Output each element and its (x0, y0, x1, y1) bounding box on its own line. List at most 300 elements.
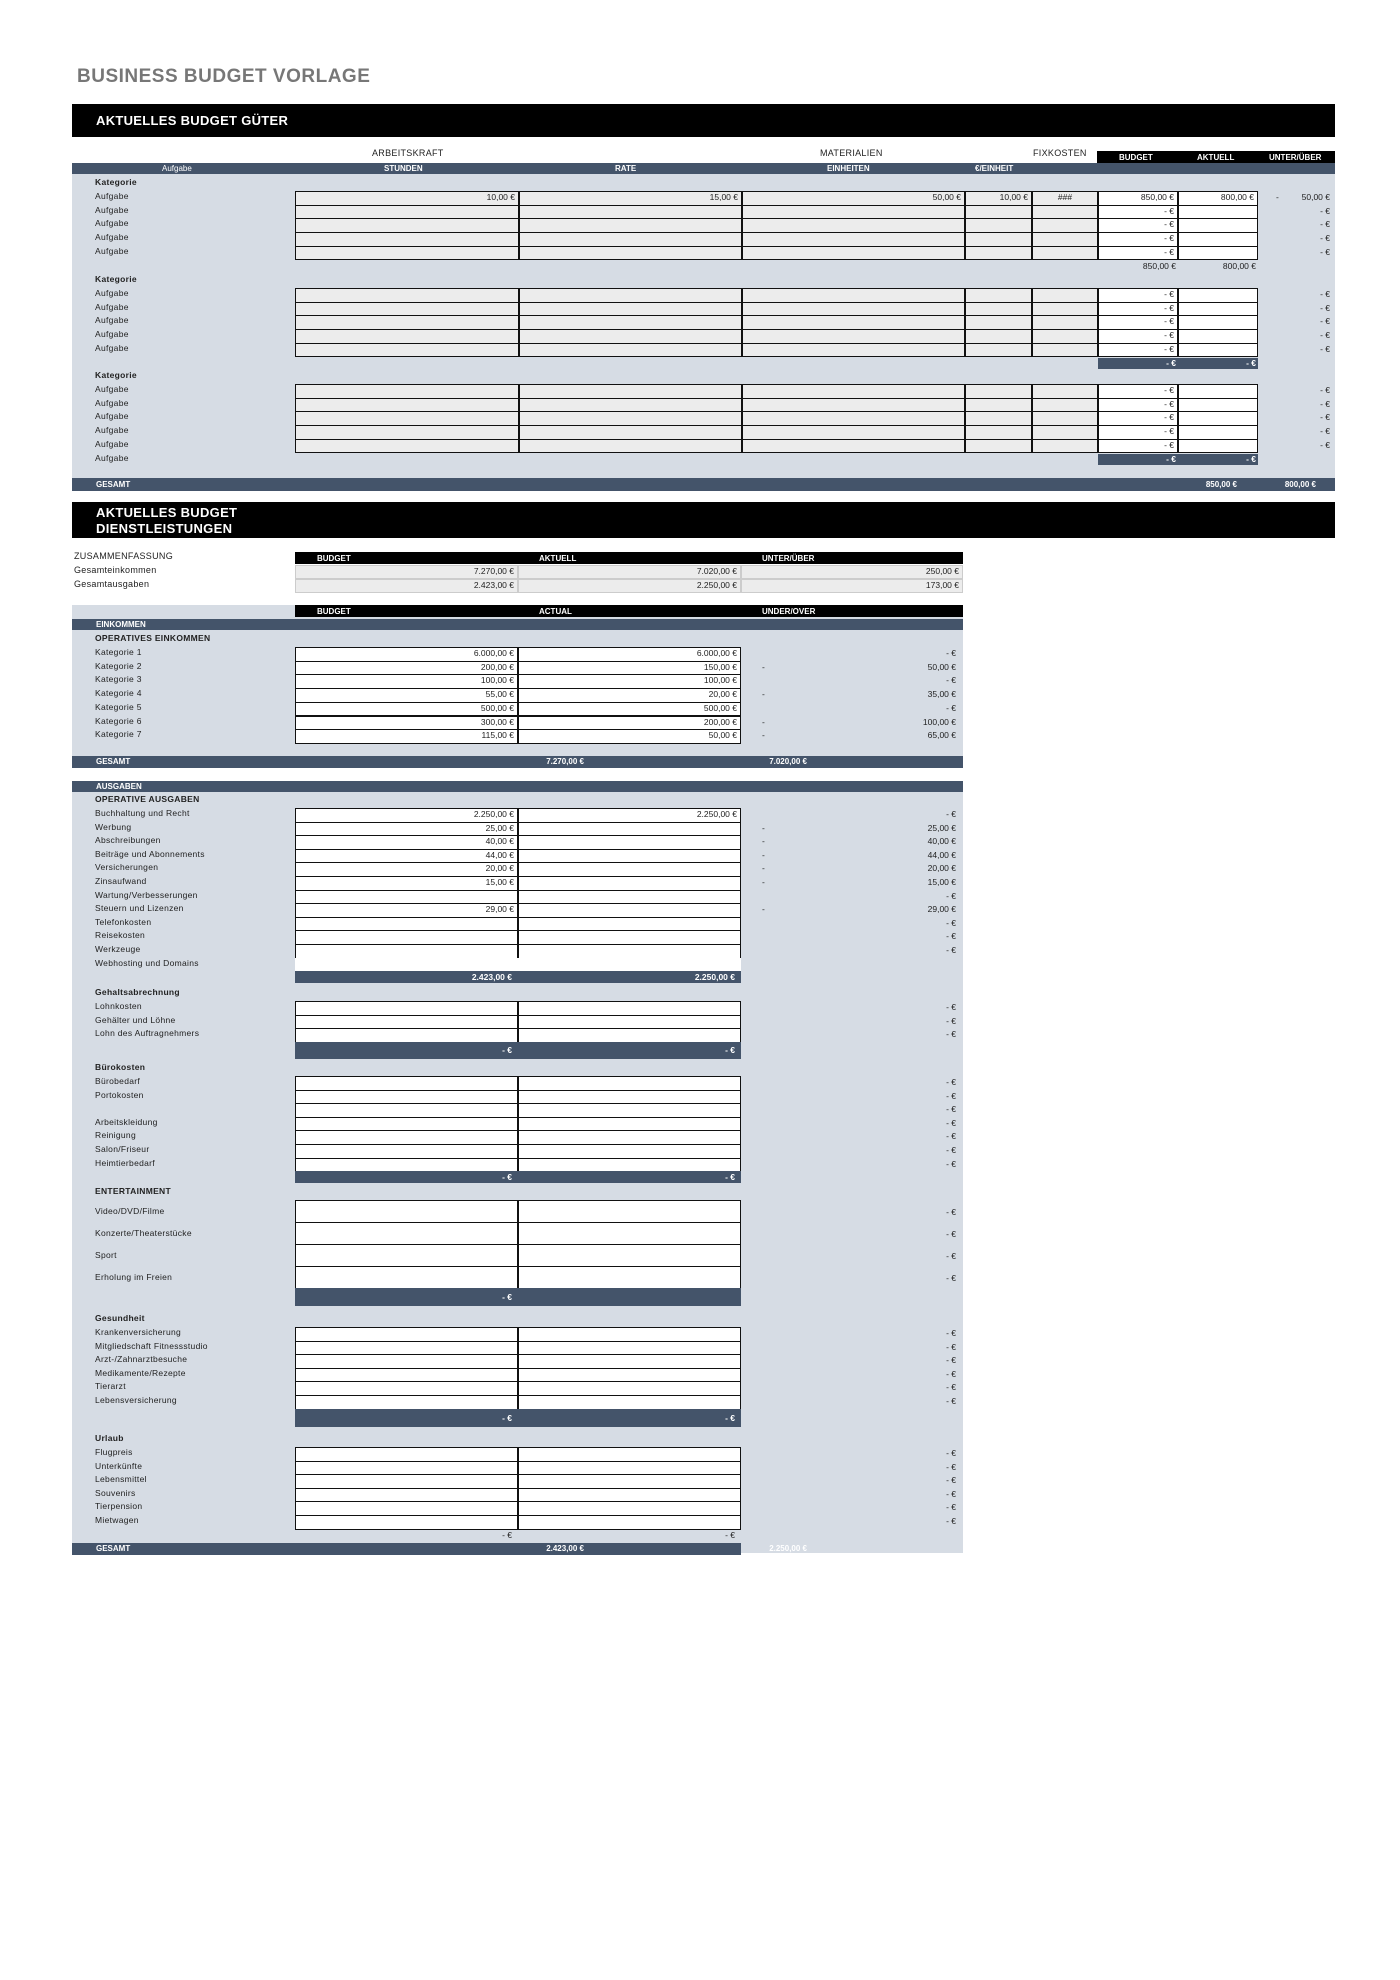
expense-actual[interactable] (518, 1368, 741, 1383)
income-budget[interactable]: 100,00 € (295, 674, 518, 689)
rate-cell[interactable] (519, 205, 742, 220)
expense-actual[interactable] (518, 1015, 741, 1030)
income-actual[interactable]: 200,00 € (518, 716, 741, 731)
expense-budget[interactable]: 44,00 € (295, 849, 518, 864)
rate-cell[interactable] (519, 384, 742, 399)
expense-actual[interactable] (518, 1327, 741, 1342)
income-budget[interactable]: 300,00 € (295, 716, 518, 731)
summary-header (295, 552, 963, 564)
summary-actual: 7.020,00 € (518, 565, 741, 579)
expense-actual[interactable] (518, 1461, 741, 1476)
goods-heading-bar (72, 104, 1335, 137)
units-cell[interactable] (742, 425, 965, 440)
expense-actual[interactable] (518, 1200, 741, 1223)
expense-budget[interactable]: 29,00 € (295, 903, 518, 918)
expense-budget[interactable] (295, 1266, 518, 1289)
fixed-cell[interactable] (1032, 329, 1098, 344)
budget-cell[interactable]: - € (1098, 384, 1178, 399)
expense-budget[interactable] (295, 1200, 518, 1223)
rate-cell[interactable] (519, 425, 742, 440)
fixed-cell[interactable] (1032, 439, 1098, 454)
expense-actual[interactable] (518, 1222, 741, 1245)
expense-actual[interactable] (518, 1028, 741, 1043)
expenses-label: AUSGABEN (96, 782, 142, 791)
subtotal-budget: - € (1166, 357, 1176, 368)
expense-diff-sign: - (762, 877, 765, 887)
summary-actual: 2.250,00 € (518, 579, 741, 593)
income-actual[interactable]: 500,00 € (518, 702, 741, 717)
expense-actual[interactable] (518, 1076, 741, 1091)
hours-cell[interactable] (295, 218, 519, 233)
fixed-cell[interactable] (1032, 384, 1098, 399)
expense-budget[interactable] (295, 1381, 518, 1396)
expense-actual[interactable] (518, 1103, 741, 1118)
per-unit-cell[interactable] (965, 232, 1032, 247)
expense-budget[interactable] (295, 1447, 518, 1462)
expense-diff-sign: - (762, 836, 765, 847)
task-label: Aufgabe (95, 301, 129, 312)
detail-col-diff: UNDER/OVER (762, 607, 816, 616)
per-unit-cell[interactable] (965, 384, 1032, 399)
expense-actual[interactable] (518, 835, 741, 850)
budget-cell[interactable]: - € (1098, 232, 1178, 247)
fixed-cell[interactable] (1032, 343, 1098, 358)
rate-cell[interactable]: 15,00 € (519, 191, 742, 206)
subtotal-budget: 850,00 € (1142, 260, 1176, 271)
expense-diff: - € (946, 1145, 956, 1155)
expense-actual[interactable] (518, 903, 741, 918)
expense-budget[interactable] (295, 1015, 518, 1030)
expense-sub-budget: - € (502, 1529, 512, 1540)
units-cell[interactable] (742, 302, 965, 317)
expense-sub-budget: - € (502, 1172, 512, 1183)
hours-cell[interactable] (295, 246, 519, 261)
expense-budget[interactable]: 2.250,00 € (295, 808, 518, 823)
expenses-total-label: GESAMT (96, 1544, 131, 1553)
fixed-cell[interactable] (1032, 246, 1098, 261)
diff-value: - € (1320, 385, 1330, 395)
expense-diff: 20,00 € (927, 863, 956, 874)
expense-diff: - € (946, 1328, 956, 1338)
units-cell[interactable] (742, 315, 965, 330)
expense-group-title: Bürokosten (95, 1062, 146, 1072)
rate-cell[interactable] (519, 302, 742, 317)
fixed-cell[interactable] (1032, 315, 1098, 330)
per-unit-cell[interactable] (965, 205, 1032, 220)
expense-actual[interactable] (518, 917, 741, 932)
expense-budget[interactable] (295, 930, 518, 945)
rate-cell[interactable] (519, 398, 742, 413)
budget-cell[interactable]: - € (1098, 343, 1178, 358)
subtotal-actual: - € (1246, 453, 1256, 464)
expense-actual[interactable] (518, 1117, 741, 1132)
units-cell[interactable] (742, 398, 965, 413)
expense-actual[interactable]: 2.250,00 € (518, 808, 741, 823)
task-label: Aufgabe (95, 204, 129, 215)
goods-total-label: GESAMT (96, 480, 131, 489)
per-unit-cell[interactable] (965, 315, 1032, 330)
expense-row-label: Arbeitskleidung (95, 1116, 158, 1127)
summary-col-actual: AKTUELL (539, 554, 577, 563)
budget-cell[interactable]: - € (1098, 302, 1178, 317)
rate-cell[interactable] (519, 329, 742, 344)
income-budget[interactable]: 200,00 € (295, 661, 518, 676)
expense-actual[interactable] (518, 1515, 741, 1530)
per-unit-cell[interactable] (965, 425, 1032, 440)
income-budget[interactable]: 500,00 € (295, 702, 518, 717)
fixed-cell[interactable] (1032, 205, 1098, 220)
expense-diff: 25,00 € (927, 822, 956, 833)
budget-cell[interactable]: - € (1098, 288, 1178, 303)
income-row-label: Kategorie 5 (95, 701, 142, 712)
summary-diff: 173,00 € (741, 579, 963, 593)
units-cell[interactable] (742, 411, 965, 426)
income-actual[interactable]: 50,00 € (518, 729, 741, 744)
expense-budget[interactable] (295, 1341, 518, 1356)
budget-cell[interactable]: - € (1098, 329, 1178, 344)
expense-budget[interactable] (295, 1028, 518, 1043)
diff-value: - € (1320, 316, 1330, 327)
summary-col-budget: BUDGET (317, 554, 351, 563)
expense-actual[interactable] (518, 849, 741, 864)
services-heading-2: DIENSTLEISTUNGEN (96, 521, 233, 536)
income-diff: - € (946, 675, 956, 686)
expense-diff: - € (946, 1158, 956, 1169)
expense-actual[interactable] (518, 1130, 741, 1145)
budget-cell[interactable]: - € (1098, 218, 1178, 233)
expense-diff: - € (946, 1396, 956, 1406)
col-rate: RATE (615, 164, 637, 173)
col-units: EINHEITEN (827, 164, 870, 173)
hours-cell[interactable] (295, 425, 519, 440)
expense-budget[interactable] (295, 1001, 518, 1016)
expense-actual[interactable] (518, 1244, 741, 1267)
expense-group-title: ENTERTAINMENT (95, 1186, 171, 1196)
expense-diff: - € (946, 1461, 956, 1472)
expense-budget[interactable] (295, 1395, 518, 1410)
fixed-cell[interactable] (1032, 425, 1098, 440)
expense-actual[interactable] (518, 862, 741, 877)
diff-sign: - (1276, 192, 1279, 202)
expense-diff: - € (946, 1002, 956, 1012)
expense-actual[interactable] (518, 1488, 741, 1503)
expense-row-label: Steuern und Lizenzen (95, 903, 184, 914)
income-row-label: Kategorie 4 (95, 688, 142, 699)
expense-actual[interactable] (518, 822, 741, 837)
expense-diff: - € (946, 1250, 956, 1261)
income-actual[interactable]: 20,00 € (518, 688, 741, 703)
expenses-total-actual: 2.250,00 € (769, 1544, 807, 1553)
units-cell[interactable] (742, 218, 965, 233)
expense-diff: - € (946, 1355, 956, 1366)
expense-row-label: Erholung im Freien (95, 1271, 173, 1282)
expense-row-label: Lebensversicherung (95, 1395, 177, 1405)
expense-actual[interactable] (518, 1001, 741, 1016)
expense-row-label: Tierarzt (95, 1381, 126, 1392)
rate-cell[interactable] (519, 315, 742, 330)
per-unit-cell[interactable] (965, 218, 1032, 233)
expense-diff-sign: - (762, 849, 765, 860)
budget-cell[interactable]: - € (1098, 439, 1178, 454)
expense-diff-sign: - (762, 822, 765, 833)
expense-actual[interactable] (518, 1474, 741, 1489)
subtotal-budget: - € (1166, 453, 1176, 464)
hours-cell[interactable] (295, 329, 519, 344)
expense-actual[interactable] (518, 1144, 741, 1159)
expense-sub-budget: - € (502, 1412, 512, 1423)
units-cell[interactable] (742, 329, 965, 344)
expense-row-label: Abschreibungen (95, 835, 161, 846)
budget-cell[interactable]: - € (1098, 205, 1178, 220)
income-actual[interactable]: 6.000,00 € (518, 647, 741, 662)
income-row-label: Kategorie 7 (95, 729, 142, 740)
expense-budget[interactable] (295, 890, 518, 905)
expense-row-label: Flugpreis (95, 1447, 133, 1457)
expense-budget[interactable] (295, 917, 518, 932)
actual-cell[interactable]: 800,00 € (1178, 191, 1258, 206)
hours-cell[interactable] (295, 232, 519, 247)
expense-budget[interactable] (295, 1327, 518, 1342)
per-unit-cell[interactable] (965, 329, 1032, 344)
expense-sub-budget: 2.423,00 € (471, 972, 512, 983)
hours-cell[interactable] (295, 205, 519, 220)
rate-cell[interactable] (519, 439, 742, 454)
income-diff: 100,00 € (922, 716, 956, 727)
diff-value: - € (1320, 412, 1330, 423)
detail-col-budget: BUDGET (317, 607, 351, 616)
units-cell[interactable]: 50,00 € (742, 191, 965, 206)
expense-diff: - € (946, 1104, 956, 1115)
fixed-cell[interactable] (1032, 398, 1098, 413)
expense-diff: - € (946, 945, 956, 955)
rate-cell[interactable] (519, 411, 742, 426)
group-label-fixed: FIXKOSTEN (1033, 148, 1087, 158)
hours-cell[interactable] (295, 288, 519, 303)
col-budget: BUDGET (1119, 153, 1153, 162)
expense-row-label: Gehälter und Löhne (95, 1014, 176, 1025)
expense-row-label: Portokosten (95, 1089, 144, 1100)
income-budget[interactable]: 6.000,00 € (295, 647, 518, 662)
diff-value: - € (1320, 246, 1330, 257)
expense-actual[interactable] (518, 1381, 741, 1396)
units-cell[interactable] (742, 205, 965, 220)
diff-value: - € (1320, 439, 1330, 450)
expense-budget[interactable]: 40,00 € (295, 835, 518, 850)
expense-budget[interactable] (295, 1488, 518, 1503)
fixed-cell[interactable] (1032, 302, 1098, 317)
income-diff-sign: - (762, 661, 765, 672)
expense-budget[interactable] (295, 1515, 518, 1530)
income-budget[interactable]: 115,00 € (295, 729, 518, 744)
expense-actual[interactable] (518, 1447, 741, 1462)
income-diff: - € (946, 648, 956, 658)
expense-diff: - € (946, 1131, 956, 1142)
summary-row-label: Gesamtausgaben (74, 578, 150, 589)
expense-diff: - € (946, 1341, 956, 1352)
expense-sub-budget: - € (502, 1292, 512, 1302)
income-actual[interactable]: 100,00 € (518, 674, 741, 689)
expense-group-title: Gehaltsabrechnung (95, 987, 180, 997)
hours-cell[interactable]: 10,00 € (295, 191, 519, 206)
expense-diff: - € (946, 931, 956, 942)
expense-budget[interactable] (295, 1222, 518, 1245)
expense-budget[interactable] (295, 1117, 518, 1132)
expense-diff: - € (946, 1516, 956, 1526)
expense-diff: - € (946, 1368, 956, 1379)
expense-actual[interactable] (518, 876, 741, 891)
expense-diff: - € (946, 1029, 956, 1040)
detail-header (295, 605, 963, 617)
expense-budget[interactable]: 15,00 € (295, 876, 518, 891)
income-diff: 35,00 € (927, 689, 956, 700)
col-task: Aufgabe (162, 164, 192, 173)
task-label: Aufgabe (95, 425, 129, 436)
rate-cell[interactable] (519, 218, 742, 233)
hours-cell[interactable] (295, 439, 519, 454)
income-row-label: Kategorie 1 (95, 647, 142, 657)
expense-budget[interactable] (295, 1144, 518, 1159)
expense-row-label: Versicherungen (95, 862, 159, 873)
expense-row-label: Reisekosten (95, 930, 146, 941)
income-row-label: Kategorie 6 (95, 715, 142, 726)
per-unit-cell[interactable] (965, 302, 1032, 317)
per-unit-cell[interactable]: 10,00 € (965, 191, 1032, 206)
expense-diff: - € (946, 1117, 956, 1128)
hours-cell[interactable] (295, 398, 519, 413)
expense-diff: - € (946, 1015, 956, 1026)
expense-budget[interactable] (295, 944, 518, 959)
hours-cell[interactable] (295, 343, 519, 358)
rate-cell[interactable] (519, 288, 742, 303)
summary-diff: 250,00 € (741, 565, 963, 579)
expense-row-label: Bürobedarf (95, 1076, 141, 1086)
per-unit-cell[interactable] (965, 288, 1032, 303)
hours-cell[interactable] (295, 315, 519, 330)
subtotal-actual: - € (1246, 357, 1256, 368)
detail-col-actual: ACTUAL (539, 607, 572, 616)
expense-budget[interactable] (295, 1368, 518, 1383)
income-bar (72, 619, 963, 630)
hours-cell[interactable] (295, 302, 519, 317)
expense-actual[interactable] (518, 1354, 741, 1369)
rate-cell[interactable] (519, 232, 742, 247)
per-unit-cell[interactable] (965, 343, 1032, 358)
expense-sub-actual: - € (725, 1172, 735, 1183)
hours-cell[interactable] (295, 411, 519, 426)
expense-budget[interactable] (295, 1461, 518, 1476)
fixed-cell[interactable] (1032, 411, 1098, 426)
col-actual: AKTUELL (1197, 153, 1235, 162)
income-row-label: Kategorie 2 (95, 660, 142, 671)
expense-budget[interactable] (295, 1130, 518, 1145)
expenses-total-budget: 2.423,00 € (546, 1544, 584, 1553)
income-diff-sign: - (762, 730, 765, 741)
expense-actual[interactable] (518, 1266, 741, 1289)
units-cell[interactable] (742, 439, 965, 454)
per-unit-cell[interactable] (965, 411, 1032, 426)
diff-value: - € (1320, 330, 1330, 341)
expense-row-label: Lebensmittel (95, 1474, 147, 1485)
fixed-cell[interactable]: ### (1032, 191, 1098, 206)
income-actual[interactable]: 150,00 € (518, 661, 741, 676)
expense-actual[interactable] (518, 890, 741, 905)
fixed-cell[interactable] (1032, 232, 1098, 247)
budget-cell[interactable]: - € (1098, 315, 1178, 330)
budget-cell[interactable]: - € (1098, 425, 1178, 440)
expense-diff: - € (946, 1448, 956, 1458)
budget-cell[interactable]: - € (1098, 398, 1178, 413)
task-label: Aufgabe (95, 315, 129, 326)
units-cell[interactable] (742, 288, 965, 303)
expense-budget[interactable] (295, 1076, 518, 1091)
expense-budget[interactable] (295, 1158, 518, 1173)
diff-value: - € (1320, 343, 1330, 354)
services-heading-1: AKTUELLES BUDGET (96, 505, 238, 520)
expense-row-label: Mitgliedschaft Fitnessstudio (95, 1340, 208, 1351)
expense-budget[interactable] (295, 1501, 518, 1516)
income-label: EINKOMMEN (96, 620, 146, 629)
budget-cell[interactable]: - € (1098, 411, 1178, 426)
task-label: Aufgabe (95, 397, 129, 408)
income-budget[interactable]: 55,00 € (295, 688, 518, 703)
expense-actual[interactable] (518, 1158, 741, 1173)
expense-budget[interactable] (295, 1244, 518, 1267)
goods-right-header (1097, 151, 1335, 163)
rate-cell[interactable] (519, 343, 742, 358)
per-unit-cell[interactable] (965, 246, 1032, 261)
expense-actual[interactable] (518, 930, 741, 945)
fixed-cell[interactable] (1032, 218, 1098, 233)
expense-budget[interactable] (295, 1474, 518, 1489)
expense-actual[interactable] (518, 1395, 741, 1410)
units-cell[interactable] (742, 343, 965, 358)
expense-budget[interactable]: 25,00 € (295, 822, 518, 837)
expense-budget[interactable]: 20,00 € (295, 862, 518, 877)
expense-sub-actual: - € (725, 1412, 735, 1423)
per-unit-cell[interactable] (965, 439, 1032, 454)
units-cell[interactable] (742, 246, 965, 261)
expense-row-label: Video/DVD/Filme (95, 1205, 165, 1216)
hours-cell[interactable] (295, 384, 519, 399)
rate-cell[interactable] (519, 246, 742, 261)
expense-budget[interactable] (295, 1090, 518, 1105)
expense-actual[interactable] (518, 1090, 741, 1105)
goods-total-bar (72, 478, 1335, 491)
per-unit-cell[interactable] (965, 398, 1032, 413)
income-diff: 65,00 € (927, 730, 956, 741)
budget-cell[interactable]: 850,00 € (1098, 191, 1178, 206)
expense-actual[interactable] (518, 944, 741, 959)
budget-cell[interactable]: - € (1098, 246, 1178, 261)
expense-actual[interactable] (518, 1501, 741, 1516)
category-label: Kategorie (95, 274, 137, 284)
expense-group-title: Gesundheit (95, 1313, 145, 1323)
expense-row-label: Reinigung (95, 1130, 136, 1141)
fixed-cell[interactable] (1032, 288, 1098, 303)
category-label: Kategorie (95, 370, 137, 380)
expense-row-label: Arzt-/Zahnarztbesuche (95, 1354, 188, 1365)
expense-row-label: Telefonkosten (95, 916, 152, 927)
task-label: Aufgabe (95, 329, 129, 340)
expense-row-label: Wartung/Verbesserungen (95, 889, 198, 900)
services-heading-bar (72, 502, 1335, 538)
expense-actual[interactable] (518, 1341, 741, 1356)
expense-budget[interactable] (295, 1354, 518, 1369)
units-cell[interactable] (742, 384, 965, 399)
diff-value: - € (1320, 426, 1330, 437)
expense-budget[interactable] (295, 1103, 518, 1118)
units-cell[interactable] (742, 232, 965, 247)
